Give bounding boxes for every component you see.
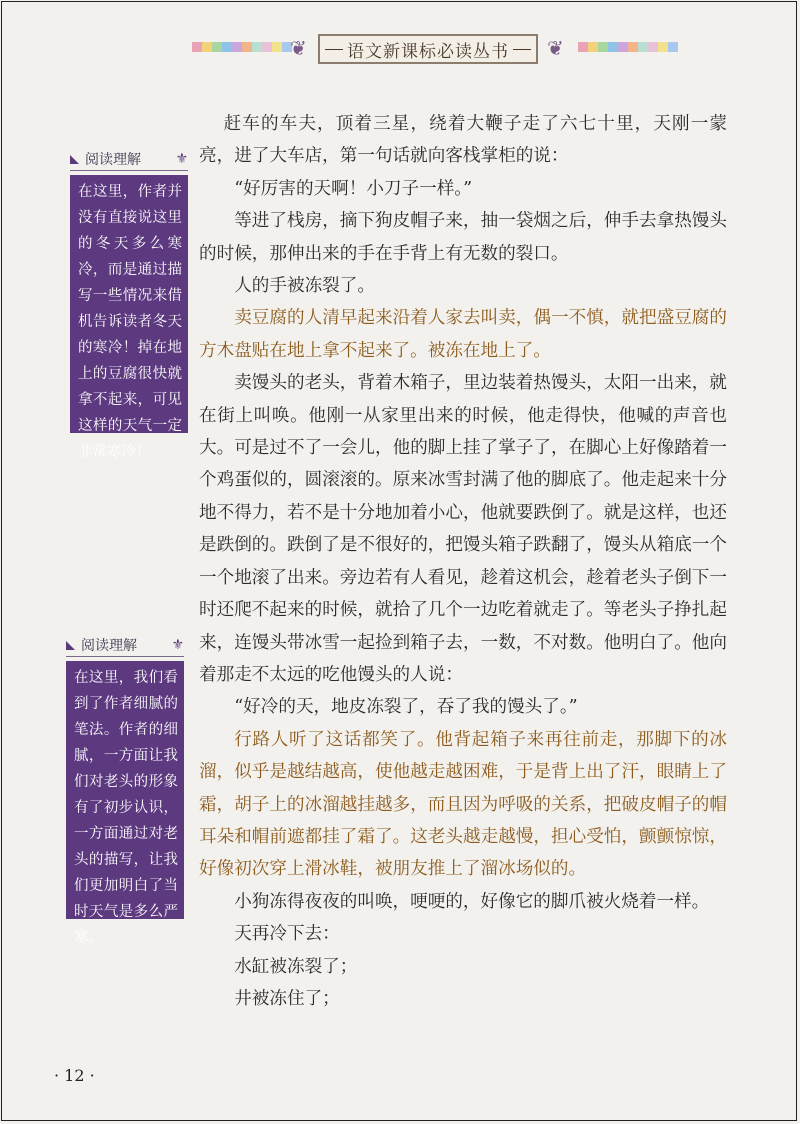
note-label: 阅读理解: [85, 152, 141, 168]
fleur-icon: ⚜: [171, 637, 184, 653]
note-body: 在这里，我们看到了作者细腻的笔法。作者的细腻，一方面让我们对老头的形象有了初步认识，一方面通过对老头的描写，让我们更加明白了当时天气是多么严寒。: [66, 661, 184, 919]
main-text: [199, 108, 727, 1015]
stripe-square: [628, 42, 638, 52]
fleur-ornament-icon: ❦: [547, 36, 564, 60]
series-title-text: 语文新课标必读丛书: [347, 41, 509, 62]
header-stripe-left: [192, 42, 292, 52]
stripe-square: [648, 42, 658, 52]
triangle-icon: [66, 641, 75, 650]
paragraph: 水缸被冻裂了；: [234, 956, 358, 977]
highlighted-paragraph: 卖豆腐的人清早起来沿着人家去叫卖，偶一不慎，就把盛豆腐的方木盘贴在地上拿不起来了。被冻在地上了。: [199, 308, 727, 361]
stripe-square: [588, 42, 598, 52]
stripe-square: [202, 42, 212, 52]
paragraph: 赶车的车夫，顶着三星，绕着大鞭子走了六七十里，天刚一蒙亮，进了大车店，第一句话就向客栈掌柜的说：: [199, 114, 727, 167]
stripe-square: [578, 42, 588, 52]
triangle-icon: [70, 155, 79, 164]
paragraph: 井被冻住了；: [234, 988, 340, 1009]
stripe-square: [262, 42, 272, 52]
paragraph: “好冷的天，地皮冻裂了，吞了我的馒头了。”: [234, 697, 578, 718]
fleur-ornament-icon: ❦: [290, 36, 307, 60]
stripe-square: [608, 42, 618, 52]
stripe-square: [658, 42, 668, 52]
paragraph: “好厉害的天啊！小刀子一样。”: [234, 178, 473, 199]
stripe-square: [222, 42, 232, 52]
paragraph: 小狗冻得夜夜的叫唤，哽哽的，好像它的脚爪被火烧着一样。: [234, 891, 710, 912]
stripe-square: [212, 42, 222, 52]
reading-note-2: [66, 634, 184, 946]
note-header: [66, 634, 184, 657]
paragraph: 人的手被冻裂了。: [234, 276, 375, 297]
stripe-square: [598, 42, 608, 52]
stripe-square: [242, 42, 252, 52]
stripe-square: [638, 42, 648, 52]
page-header: [0, 30, 800, 70]
highlighted-paragraph: 行路人听了这话都笑了。他背起箱子来再往前走，那脚下的冰溜，似乎是越结越高，使他越走越困难，于是背上出了汗，眼睛上了霜，胡子上的冰溜越挂越多，而且因为呼吸的关系，把破皮帽子的帽耳朵和帽前遮都挂了霜了。这老头越走越慢，担心受怕，颤颤惊惊，好像初次穿上滑冰鞋，被朋友推上了溜冰场似的。: [199, 729, 727, 880]
stripe-square: [252, 42, 262, 52]
page-number: · 12 ·: [54, 1066, 95, 1085]
paragraph: 天再冷下去：: [234, 924, 340, 945]
note-header: [70, 148, 188, 171]
stripe-square: [668, 42, 678, 52]
stripe-square: [232, 42, 242, 52]
note-label: 阅读理解: [81, 638, 137, 654]
header-stripe-right: [578, 42, 678, 52]
stripe-square: [618, 42, 628, 52]
series-title: [318, 34, 538, 64]
reading-note-1: [70, 148, 188, 460]
stripe-square: [192, 42, 202, 52]
note-body: 在这里，作者并没有直接说这里的冬天多么寒冷，而是通过描写一些情况来借机告诉读者冬天的寒冷！掉在地上的豆腐很快就拿不起来，可见这样的天气一定非常寒冷！: [70, 175, 188, 433]
stripe-square: [272, 42, 282, 52]
paragraph: 等进了栈房，摘下狗皮帽子来，抽一袋烟之后，伸手去拿热馒头的时候，那伸出来的手在手背上有无数的裂口。: [199, 211, 727, 264]
fleur-icon: ⚜: [175, 151, 188, 167]
paragraph: 卖馒头的老头，背着木箱子，里边装着热馒头，太阳一出来，就在街上叫唤。他刚一从家里出来的时候，他走得快，他喊的声音也大。可是过不了一会儿，他的脚上挂了掌子了，在脚心上好像踏着一个鸡蛋似的，圆滚滚的。原来冰雪封满了他的脚底了。他走起来十分地不得力，若不是十分地加着小心，他就要跌倒了。就是这样，也还是跌倒的。跌倒了是不很好的，把馒头箱子跌翻了，馒头从箱底一个一个地滚了出来。旁边若有人看见，趁着这机会，趁着老头子倒下一时还爬不起来的时候，就拾了几个一边吃着就走了。等老头子挣扎起来，连馒头带冰雪一起捡到箱子去，一数，不对数。他明白了。他向着那走不太远的吃他馒头的人说：: [199, 373, 727, 685]
